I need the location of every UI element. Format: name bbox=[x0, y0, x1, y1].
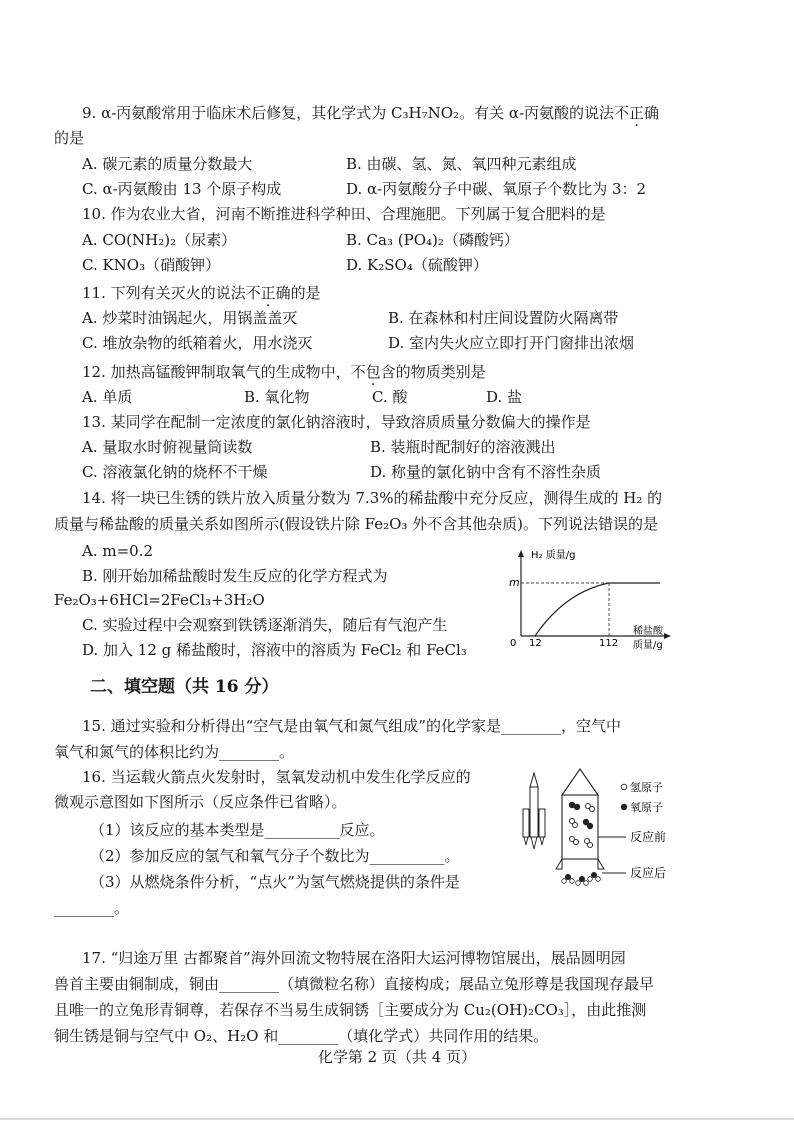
graph-x2: 112 bbox=[599, 638, 619, 649]
q14-option-b-line1: B. 刚开始加稀盐酸时发生反应的化学方程式为 bbox=[82, 567, 388, 585]
q16-sub3-blank: ________。 bbox=[54, 899, 130, 917]
q11-option-c: C. 堆放杂物的纸箱着火，用水浇灭 bbox=[82, 334, 313, 352]
small-rocket-icon bbox=[523, 773, 545, 849]
q11-stem bbox=[82, 283, 321, 303]
q14-option-c: C. 实验过程中会观察到铁锈逐渐消失，随后有气泡产生 bbox=[82, 616, 448, 634]
graph-origin: 0 bbox=[510, 638, 517, 649]
q11-option-a: A. 炒菜时油锅起火，用锅盖盖灭 bbox=[82, 309, 298, 327]
q12-option-b: B. 氧化物 bbox=[244, 388, 310, 406]
q14-stem-line1: 14. 将一块已生锈的铁片放入质量分数为 7.3%的稀盐酸中充分反应，测得生成的 H₂ 的 bbox=[82, 489, 663, 507]
q10-option-d: D. K₂SO₄（硫酸钾） bbox=[346, 256, 488, 274]
q10-option-c: C. KNO₃（硝酸钾） bbox=[82, 256, 221, 274]
q13-option-d: D. 称量的氯化钠中含有不溶性杂质 bbox=[370, 463, 602, 481]
q9-stem-text: 9. α-丙氨酸常用于临床术后修复，其化学式为 C₃H₇NO₂。有关 α-丙氨酸的说法 bbox=[82, 104, 615, 122]
q16-rocket-diagram bbox=[510, 765, 705, 895]
graph-ylabel: H₂ 质量/g bbox=[531, 550, 576, 561]
q12-option-d: D. 盐 bbox=[486, 388, 523, 406]
q16-sub3: （3）从燃烧条件分析，“点火”为氢气燃烧提供的条件是 bbox=[90, 873, 460, 891]
label-before-reaction: 反应前 bbox=[630, 830, 667, 844]
q17-line1: 17. “归途万里 古都聚首”海外回流文物特展在洛阳大运河博物馆展出，展品圆明园 bbox=[82, 949, 626, 967]
q12-option-a: A. 单质 bbox=[82, 388, 133, 406]
q16-line2: 微观示意图如下图所示（反应条件已省略）。 bbox=[54, 793, 347, 811]
q15-line2: 氧气和氮气的体积比约为________。 bbox=[54, 743, 295, 761]
q12-stem bbox=[82, 362, 486, 382]
legend-hydrogen: 氢原子 bbox=[630, 781, 663, 794]
q10-option-a: A. CO(NH₂)₂（尿素） bbox=[82, 231, 237, 249]
q12-emphasis: 不包含 bbox=[350, 363, 396, 381]
oxygen-legend-icon bbox=[621, 804, 627, 810]
q11-option-d: D. 室内失火应立即打开门窗排出浓烟 bbox=[388, 334, 635, 352]
q13-stem: 13. 某同学在配制一定浓度的氯化钠溶液时，导致溶质质量分数偏大的操作是 bbox=[82, 413, 591, 431]
graph-m-label: m bbox=[509, 576, 520, 589]
q11-option-b: B. 在森林和村庄间设置防火隔离带 bbox=[388, 309, 619, 327]
label-after-reaction: 反应后 bbox=[630, 866, 667, 880]
page-footer: 化学第 2 页（共 4 页） bbox=[317, 1048, 477, 1066]
q9-stem-line1 bbox=[82, 103, 659, 123]
q9-option-a: A. 碳元素的质量分数最大 bbox=[82, 155, 253, 173]
q14-option-a: A. m=0.2 bbox=[82, 542, 154, 560]
q14-option-b-line2: Fe₂O₃+6HCl=2FeCl₃+3H₂O bbox=[54, 591, 265, 609]
hydrogen-legend-icon bbox=[621, 784, 627, 790]
graph-xlabel2: 质量/g bbox=[633, 640, 663, 651]
bottom-divider bbox=[0, 1118, 794, 1120]
section-title-fill-in: 二、填空题（共 16 分） bbox=[90, 677, 279, 697]
q16-line1: 16. 当运载火箭点火发射时，氢氧发动机中发生化学反应的 bbox=[82, 768, 471, 786]
q13-option-c: C. 溶液氯化钠的烧杯不干燥 bbox=[82, 463, 268, 481]
q9-stem-line2: 的是 bbox=[54, 129, 85, 147]
q10-stem: 10. 作为农业大省，河南不断推进科学种田、合理施肥。下列属于复合肥料的是 bbox=[82, 205, 606, 223]
q16-sub1: （1）该反应的基本类型是__________反应。 bbox=[90, 821, 385, 839]
q13-option-b: B. 装瓶时配制好的溶液溅出 bbox=[370, 438, 556, 456]
graph-x1: 12 bbox=[529, 638, 542, 649]
q9-option-b: B. 由碳、氢、氮、氧四种元素组成 bbox=[346, 155, 577, 173]
q14-option-d: D. 加入 12 g 稀盐酸时，溶液中的溶质为 FeCl₂ 和 FeCl₃ bbox=[82, 641, 467, 659]
q13-option-a: A. 量取水时俯视量筒读数 bbox=[82, 438, 253, 456]
q12-stem-b: 的物质类别是 bbox=[395, 363, 486, 381]
q10-option-b: B. Ca₃ (PO₄)₂（磷酸钙） bbox=[346, 231, 519, 249]
legend-oxygen: 氧原子 bbox=[630, 801, 663, 814]
q16-sub2: （2）参加反应的氢气和氧气分子个数比为__________。 bbox=[90, 847, 460, 865]
q11-stem-a: 11. 下列有关灭火的说法 bbox=[82, 284, 246, 302]
reaction-rocket bbox=[556, 769, 604, 885]
q14-graph bbox=[505, 544, 680, 654]
q17-line2: 兽首主要由铜制成，铜由________（填微粒名称）直接构成；展品立兔形尊是我国现存最早 bbox=[54, 975, 655, 993]
q9-emphasis: 不正确 bbox=[614, 104, 660, 122]
q9-option-d: D. α-丙氨酸分子中碳、氧原子个数比为 3：2 bbox=[346, 180, 647, 198]
q17-line4: 铜生锈是铜与空气中 O₂、H₂O 和________（填化学式）共同作用的结果。 bbox=[54, 1027, 549, 1045]
q11-stem-b: 的是 bbox=[290, 284, 321, 302]
q11-emphasis: 不正确 bbox=[245, 284, 291, 302]
q17-line3: 且唯一的立兔形青铜尊，若保存不当易生成铜锈［主要成分为 Cu₂(OH)₂CO₃］，由此推测 bbox=[54, 1001, 647, 1019]
q9-option-c: C. α-丙氨酸由 13 个原子构成 bbox=[82, 180, 282, 198]
q12-stem-a: 12. 加热高锰酸钾制取氧气的生成物中， bbox=[82, 363, 351, 381]
q15-line1: 15. 通过实验和分析得出“空气是由氧气和氮气组成”的化学家是________，空气中 bbox=[82, 717, 621, 735]
q12-option-c: C. 酸 bbox=[372, 388, 408, 406]
q14-stem-line2: 质量与稀盐酸的质量关系如图所示(假设铁片除 Fe₂O₃ 外不含其他杂质)。下列说法错误的是 bbox=[54, 515, 659, 533]
graph-xlabel1: 稀盐酸 bbox=[633, 626, 663, 637]
